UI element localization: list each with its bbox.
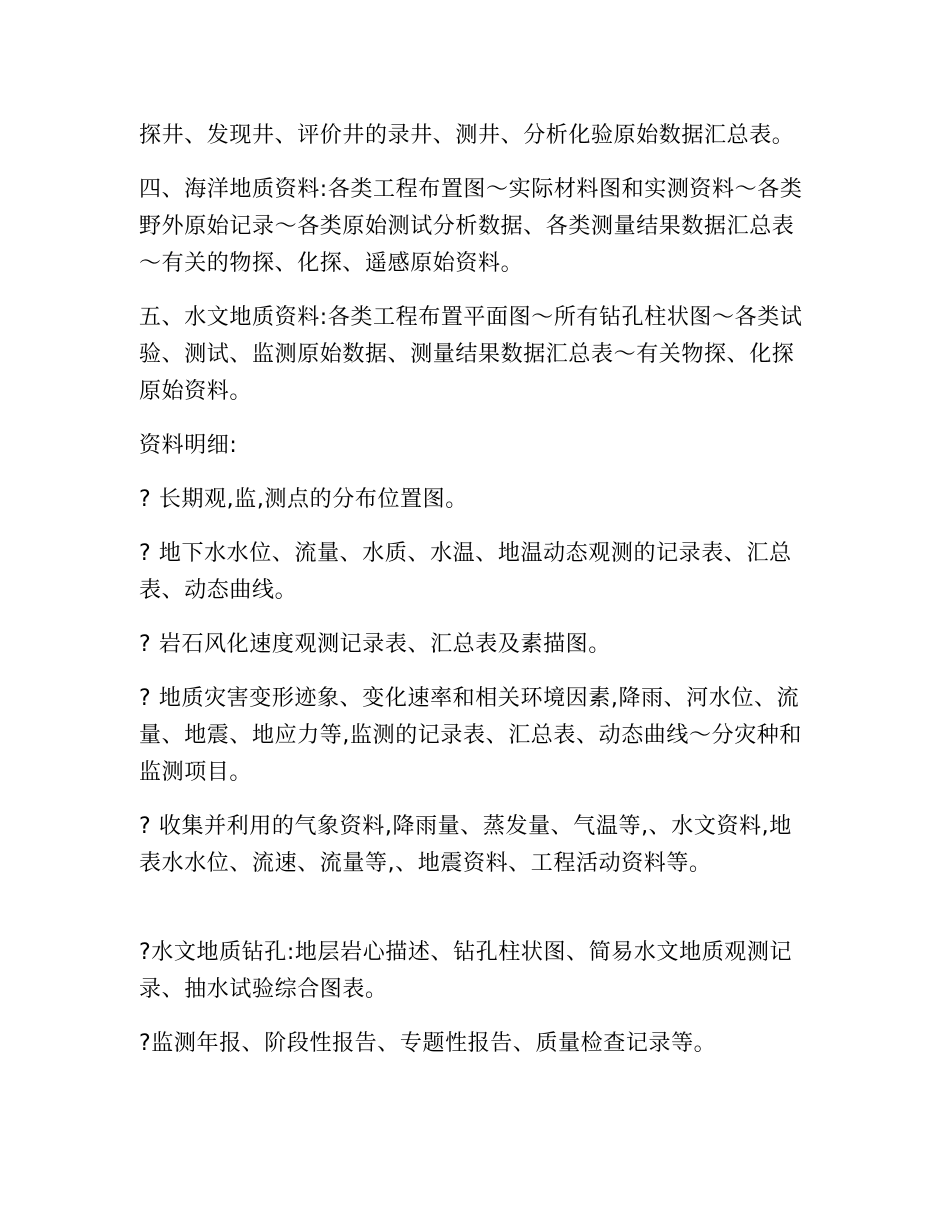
list-item-geohazard: ? 地质灾害变形迹象、变化速率和相关环境因素,降雨、河水位、流量、地震、地应力等,监测的记录表、汇总表、动态曲线～分灾种和监测项目。: [139, 686, 802, 785]
paragraph-marine-geology: 四、海洋地质资料:各类工程布置图～实际材料图和实测资料～各类野外原始记录～各类原始测试分析数据、各类测量结果数据汇总表～有关的物探、化探、遥感原始资料。: [139, 177, 803, 276]
list-item-reports: ?监测年报、阶段性报告、专题性报告、质量检查记录等。: [139, 1031, 717, 1056]
paragraph-well-data: 探井、发现井、评价井的录井、测井、分析化验原始数据汇总表。: [139, 123, 795, 148]
list-item-monitoring-map: ? 长期观,监,测点的分布位置图。: [139, 487, 468, 512]
paragraph-hydrogeology: 五、水文地质资料:各类工程布置平面图～所有钻孔柱状图～各类试验、测试、监测原始数据、测量结果数据汇总表～有关物探、化探原始资料。: [139, 305, 803, 404]
list-item-collected-data: ? 收集并利用的气象资料,降雨量、蒸发量、气温等,、水文资料,地表水水位、流速、流量等,、地震资料、工程活动资料等。: [139, 814, 792, 876]
list-item-hydro-drilling: ?水文地质钻孔:地层岩心描述、钻孔柱状图、简易水文地质观测记录、抽水试验综合图表。: [139, 940, 793, 1002]
paragraph-details-heading: 资料明细:: [139, 433, 238, 458]
list-item-rock-weathering: ? 岩石风化速度观测记录表、汇总表及素描图。: [139, 632, 611, 657]
list-item-groundwater: ? 地下水水位、流量、水质、水温、地温动态观测的记录表、汇总表、动态曲线。: [139, 541, 792, 603]
document-body: [139, 117, 811, 1062]
